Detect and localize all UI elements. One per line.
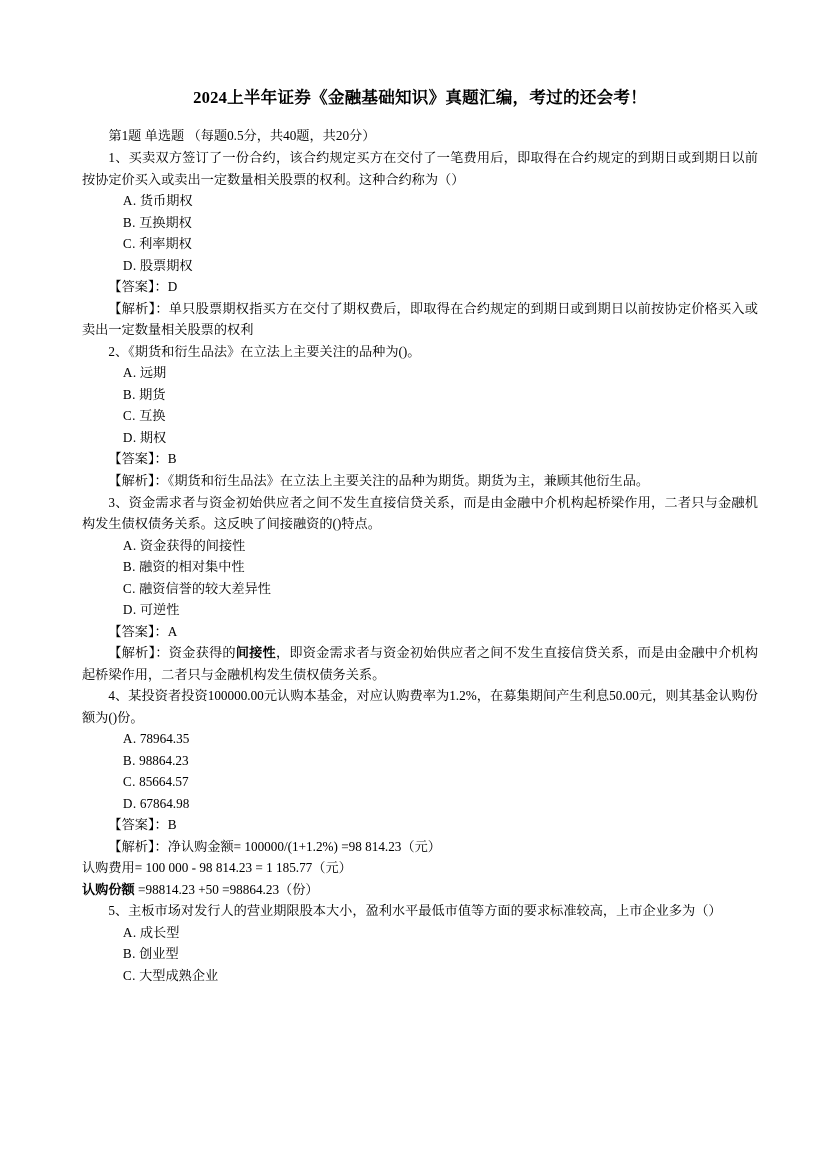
option-label: A. (122, 924, 137, 940)
option-label: B. (122, 386, 136, 402)
answer-prefix: 【答案】： (108, 623, 168, 639)
option-text: 利率期权 (139, 236, 192, 252)
answer-line (82, 448, 758, 470)
option-text: 78964.35 (139, 731, 190, 747)
calculation-line: 认购费用= 100 000 - 98 814.23 = 1 185.77（元） (82, 860, 352, 876)
option-label: C. (122, 967, 136, 983)
option-label: C. (122, 236, 136, 252)
option-label: A. (122, 731, 137, 747)
option-label: A. (122, 193, 137, 209)
option-row (82, 212, 758, 234)
option-label: C. (122, 580, 136, 596)
option-row (82, 771, 758, 793)
answer-value: B (167, 817, 177, 833)
option-row (82, 556, 758, 578)
option-text: 可逆性 (139, 602, 180, 618)
option-row (82, 793, 758, 815)
option-row (82, 255, 758, 277)
solution-line (82, 470, 758, 492)
option-row (82, 233, 758, 255)
solution-line (82, 298, 758, 341)
option-row (82, 190, 758, 212)
option-label: B. (122, 752, 136, 768)
option-row (82, 405, 758, 427)
option-row (82, 943, 758, 965)
option-label: D. (122, 795, 137, 811)
solution-line (82, 642, 758, 685)
option-text: 期货 (139, 386, 166, 402)
option-label: D. (122, 257, 137, 273)
option-text: 期权 (139, 429, 167, 445)
answer-value: B (167, 451, 177, 467)
solution-text: 单只股票期权指买方在交付了期权费后，即取得在合约规定的到期日或到期日以前按协定价格买入或卖出一定数量相关股票的权利 (82, 300, 758, 338)
question-stem: 4、某投资者投资100000.00元认购本基金，对应认购费率为1.2%，在募集期间产生利息50.00元，则其基金认购份额为()份。 (82, 688, 758, 725)
option-label: D. (122, 602, 137, 618)
option-row (82, 922, 758, 944)
solution-text-part2: ，即资金需求者与资金初始供应者之间不发生直接信贷关系，而是由金融中介机构起桥梁作用，二者只与金融机构发生债权债务关系。 (82, 645, 759, 682)
answer-prefix: 【答案】： (108, 817, 168, 833)
question-stem: 5、主板市场对发行人的营业期限股本大小，盈利水平最低市值等方面的要求标准较高，上市企业多为（） (108, 903, 722, 919)
option-label: B. (122, 214, 136, 230)
question-stem: 3、资金需求者与资金初始供应者之间不发生直接信贷关系，而是由金融中介机构起桥梁作用，二者只与金融机构发生债权债务关系。这反映了间接融资的()特点。 (82, 494, 758, 532)
option-text: 创业型 (139, 946, 179, 962)
question-stem: 1、买卖双方签订了一份合约，该合约规定买方在交付了一笔费用后，即取得在合约规定的到期日或到期日以前按协定价买入或卖出一定数量相关股票的权利。这种合约称为（） (82, 150, 758, 187)
option-text: 融资的相对集中性 (139, 559, 245, 575)
option-row (82, 384, 758, 406)
option-row (82, 599, 758, 621)
answer-value: A (167, 623, 178, 639)
option-row (82, 362, 758, 384)
solution-prefix: 【解析】： (108, 473, 168, 488)
option-text: 互换 (139, 408, 166, 424)
option-text: 大型成熟企业 (139, 967, 219, 983)
option-row (82, 535, 758, 557)
option-text: 远期 (139, 365, 167, 381)
option-label: C. (122, 408, 136, 424)
answer-line (82, 814, 758, 836)
option-text: 股票期权 (139, 257, 193, 273)
option-label: A. (122, 365, 137, 381)
answer-value: D (167, 279, 178, 295)
page-title: 2024上半年证券《金融基础知识》真题汇编，考过的还会考！ (193, 88, 647, 107)
option-text: 融资信誉的较大差异性 (139, 580, 271, 596)
option-label: D. (122, 429, 137, 445)
solution-text-part1: 资金获得的 (168, 645, 236, 661)
solution-prefix: 【解析】： (108, 300, 169, 316)
option-text: 互换期权 (139, 214, 192, 230)
option-label: C. (122, 774, 136, 790)
solution-emphasis: 间接性 (235, 645, 276, 661)
option-text: 货币期权 (139, 193, 193, 209)
answer-prefix: 【答案】： (108, 279, 168, 295)
solution-line (82, 836, 758, 858)
calculation-line (82, 879, 758, 901)
option-text: 85664.57 (139, 774, 189, 790)
section-header: 第1题 单选题 （每题0.5分，共40题，共20分） (108, 127, 376, 143)
option-text: 成长型 (139, 924, 180, 940)
option-row (82, 728, 758, 750)
option-label: A. (122, 537, 137, 553)
option-label: B. (122, 946, 136, 962)
answer-line (82, 276, 758, 298)
option-row (82, 427, 758, 449)
solution-text: 净认购金额= 100000/(1+1.2%) =98 814.23（元） (167, 838, 441, 854)
option-row (82, 578, 758, 600)
calculation-label: 认购份额 (82, 881, 135, 897)
option-text: 资金获得的间接性 (139, 537, 246, 553)
solution-prefix: 【解析】： (108, 838, 168, 854)
answer-line (82, 621, 758, 643)
question-stem: 2、《期货和衍生品法》在立法上主要关注的品种为()。 (108, 343, 421, 359)
option-text: 67864.98 (139, 795, 190, 811)
calculation-value: =98814.23 +50 =98864.23（份） (134, 881, 319, 897)
solution-prefix: 【解析】： (108, 645, 169, 661)
solution-text: 《期货和衍生品法》在立法上主要关注的品种为期货。期货为主，兼顾其他衍生品。 (167, 473, 650, 488)
option-label: B. (122, 559, 136, 575)
answer-prefix: 【答案】： (108, 451, 168, 467)
option-text: 98864.23 (139, 752, 189, 768)
option-row (82, 965, 758, 987)
option-row (82, 750, 758, 772)
